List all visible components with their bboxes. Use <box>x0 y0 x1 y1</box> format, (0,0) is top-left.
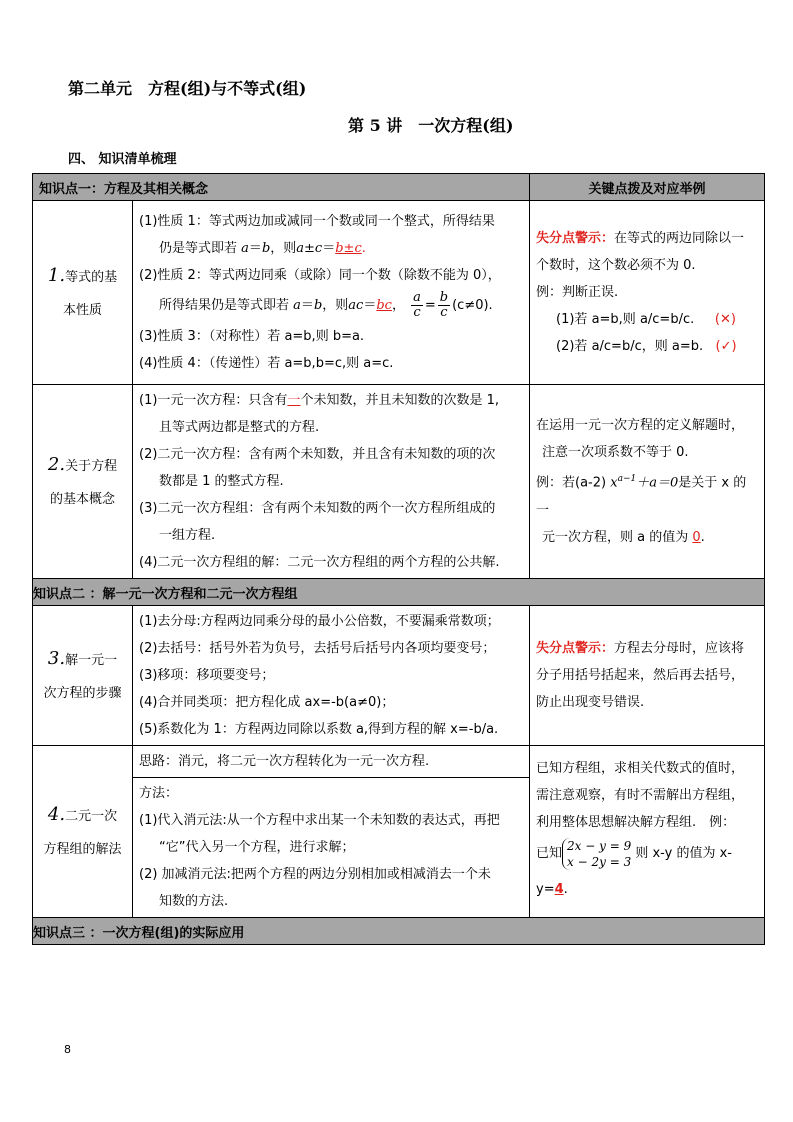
row3-tips <box>530 606 765 746</box>
header-point2: 知识点二 ：解一元一次方程和二元一次方程组 <box>33 579 765 606</box>
row1-content <box>133 201 530 385</box>
table-header-row <box>33 174 765 201</box>
row1-p2b-comma: ， <box>391 298 405 313</box>
row1-p2b-a: a <box>293 298 301 313</box>
row1-number: 1. <box>47 264 66 286</box>
row4-method: 方法： <box>139 786 179 801</box>
row1-label <box>33 201 133 385</box>
row2-p1a <box>139 387 523 414</box>
row1-tip-text: 在等式的两边同除以一 <box>614 231 745 246</box>
row4-m2b: 知数的方法. <box>159 894 229 909</box>
row2-p3b: 一组方程. <box>159 528 216 543</box>
row1-p2b-answer: bc <box>376 298 392 313</box>
row2-ex-post: 是关于 x 的一 <box>536 475 747 518</box>
row2-p1a-pre: (1)一元一次方程：只含有 <box>139 393 288 408</box>
row1-p2b-cond: (c≠0). <box>452 298 493 313</box>
row1-p3: (3)性质 3：（对称性）若 a=b,则 b=a. <box>139 329 365 344</box>
row4-ex-answer: 4 <box>554 882 564 897</box>
row3-tip-label: 失分点警示： <box>536 641 615 656</box>
row1-p2a: (2)性质 2：等式两边同乘（或除）同一个数（除数不能为 0）， <box>139 268 501 283</box>
row2-ex-pre: 例：若(a-2) <box>536 475 607 491</box>
table-row <box>33 606 765 746</box>
row2-label-line1: 关于方程 <box>65 458 118 474</box>
row3-number: 3. <box>47 647 66 669</box>
fraction-a-over-c <box>411 291 423 320</box>
equation-1: 2x − y = 9 <box>567 838 632 853</box>
row2-ex2-end: . <box>700 529 705 545</box>
section-point2-row <box>33 579 765 606</box>
equation-system <box>562 838 631 870</box>
row2-number: 2. <box>47 453 66 475</box>
header-tips: 关键点拨及对应举例 <box>530 174 765 201</box>
row3-p1: (1)去分母:方程两边同乘分母的最小公倍数，不要漏乘常数项； <box>139 614 500 629</box>
row4-number: 4. <box>47 803 66 825</box>
row1-p1b-end: . <box>361 241 366 256</box>
row1-tip-text2: 个数时，这个数必须不为 0. <box>536 258 696 273</box>
row3-content <box>133 606 530 746</box>
frac2-den: c <box>440 305 448 320</box>
row4-label-line2: 方程组的解法 <box>43 841 122 857</box>
row1-p1b-expr: a±c <box>296 241 323 256</box>
row2-p1a-underlined: 一 <box>287 393 301 408</box>
row1-p1b-pre: 仍是等式即若 <box>159 241 238 256</box>
row4-m1a: (1)代入消元法:从一个方程中求出某一个未知数的表达式，再把 <box>139 813 500 828</box>
knowledge-table <box>32 173 765 945</box>
row3-label <box>33 606 133 746</box>
fraction-b-over-c <box>438 291 450 320</box>
row1-p1b-answer: b±c <box>335 241 362 256</box>
row1-tip <box>536 225 758 252</box>
row2-p4: (4)二元一次方程组的解：二元一次方程组的两个方程的公共解. <box>139 555 500 570</box>
row1-p1b-then: ，则 <box>270 241 297 256</box>
table-row <box>33 746 765 918</box>
lecture-title: 第 5 讲 一次方程(组) <box>348 116 514 135</box>
row4-note3: 利用整体思想解决解方程组. 例： <box>536 815 736 830</box>
row1-ex1-text: (1)若 a=b,则 a/c=b/c. <box>556 312 695 327</box>
row2-p3a: (3)二元一次方程组：含有两个未知数的两个一次方程所组成的 <box>139 501 496 516</box>
section-point3-row <box>33 918 765 945</box>
frac2-num: b <box>439 290 449 305</box>
row1-p1b-a: a <box>241 241 249 256</box>
row3-label-line1: 解一元一 <box>65 652 118 668</box>
row1-p2b-expr: ac <box>348 298 364 313</box>
row3-tip-text3: 防止出现变号错误. <box>536 695 645 710</box>
row4-idea: 思路：消元，将二元一次方程转化为一元一次方程. <box>139 754 430 769</box>
frac1-num: a <box>413 290 421 305</box>
row1-p4: (4)性质 4：（传递性）若 a=b,b=c,则 a=c. <box>139 356 394 371</box>
row1-p2b <box>139 289 523 323</box>
row4-ex-end: . <box>563 882 568 897</box>
row4-m2a: (2) 加减消元法:把两个方程的两边分别相加或相减消去一个未 <box>139 867 491 882</box>
row1-p1b-eq: ＝ <box>248 241 262 256</box>
row1-p2b-pre: 所得结果仍是等式即若 <box>159 298 290 313</box>
row1-p2b-eq: ＝ <box>300 298 314 313</box>
row3-tip-text2: 分子用括号括起来，然后再去括号， <box>536 668 745 683</box>
row2-example2 <box>536 524 758 551</box>
row4-m1b: “它”代入另一个方程，进行求解； <box>159 840 355 855</box>
header-point3: 知识点三 ：一次方程(组)的实际应用 <box>33 918 765 945</box>
row2-tips <box>530 385 765 579</box>
row4-ex-pre: 已知 <box>536 846 563 861</box>
row1-p1b <box>139 235 523 262</box>
row1-ex1 <box>536 306 758 333</box>
row3-p2: (2)去括号：括号外若为负号，去括号后括号内各项均要变号； <box>139 641 496 656</box>
row4-note1: 已知方程组，求相关代数式的值时， <box>536 761 745 776</box>
table-row <box>33 385 765 579</box>
row3-p4: (4)合并同类项：把方程化成 ax=-b(a≠0)； <box>139 695 395 710</box>
row3-tip <box>536 635 758 662</box>
row2-label <box>33 385 133 579</box>
row4-example <box>536 836 758 908</box>
header-point1: 知识点一：方程及其相关概念 <box>33 174 530 201</box>
row4-content <box>133 746 530 918</box>
frac-eq: = <box>424 298 436 313</box>
row2-ex2-answer: 0 <box>692 529 701 545</box>
row1-label-line2: 本性质 <box>62 302 102 318</box>
row1-p2b-eq2: ＝ <box>363 298 377 313</box>
row2-content <box>133 385 530 579</box>
row2-p1b: 且等式两边都是整式的方程. <box>159 420 320 435</box>
row1-label-line1: 等式的基 <box>65 269 118 285</box>
row1-p1b-b: b <box>261 241 271 256</box>
row4-label-line1: 二元一次 <box>65 808 118 824</box>
row1-ex2-text: (2)若 a/c=b/c，则 a=b. <box>556 339 704 354</box>
row1-p1a: (1)性质 1：等式两边加或减同一个数或同一个整式，所得结果 <box>139 214 495 229</box>
check-mark-icon: (✓) <box>715 339 737 354</box>
row1-p1b-eq2: ＝ <box>322 241 336 256</box>
row2-note1: 在运用一元一次方程的定义解题时， <box>536 418 745 434</box>
row4-methods <box>133 777 529 915</box>
row2-ex-rest: ＋a＝0 <box>636 475 679 491</box>
row3-label-line2: 次方程的步骤 <box>43 685 122 701</box>
row1-p2b-then: ，则 <box>322 298 349 313</box>
row2-ex-x: x <box>610 475 618 491</box>
row3-p3: (3)移项：移项要变号； <box>139 668 275 683</box>
row3-p5: (5)系数化为 1：方程两边同除以系数 a,得到方程的解 x=-b/a. <box>139 722 499 737</box>
row2-p2b: 数都是 1 的整式方程. <box>159 474 284 489</box>
row2-ex2-pre: 元一次方程，则 a 的值为 <box>542 529 689 545</box>
row1-tip-label: 失分点警示： <box>536 231 615 246</box>
row1-ex2 <box>536 333 758 360</box>
equation-2: x − 2y = 3 <box>567 854 632 869</box>
row4-ex-post: 则 x-y 的值为 x-y= <box>536 846 732 897</box>
row2-example <box>536 466 758 523</box>
row2-p1a-post: 个未知数，并且未知数的次数是 1, <box>300 393 499 408</box>
row2-label-line2: 的基本概念 <box>49 491 115 507</box>
table-row <box>33 201 765 385</box>
row4-tips <box>530 746 765 918</box>
row2-note2: 注意一次项系数不等于 0. <box>542 445 689 461</box>
cross-mark-icon: (✕) <box>714 312 736 327</box>
frac1-den: c <box>413 305 421 320</box>
row3-tip-text: 方程去分母时，应该将 <box>614 641 745 656</box>
page-number: 8 <box>64 1043 71 1056</box>
row4-label <box>33 746 133 918</box>
unit-title: 第二单元 方程(组)与不等式(组) <box>68 79 307 98</box>
row2-p2a: (2)二元一次方程：含有两个未知数，并且含有未知数的项的次 <box>139 447 496 462</box>
row2-ex-exponent: a−1 <box>617 474 637 485</box>
row1-p2b-b: b <box>313 298 323 313</box>
row1-example: 例：判断正误. <box>536 285 619 300</box>
section-title: 四、 知识清单梳理 <box>68 152 177 167</box>
row1-tips <box>530 201 765 385</box>
row4-note2: 需注意观察，有时不需解出方程组， <box>536 788 745 803</box>
